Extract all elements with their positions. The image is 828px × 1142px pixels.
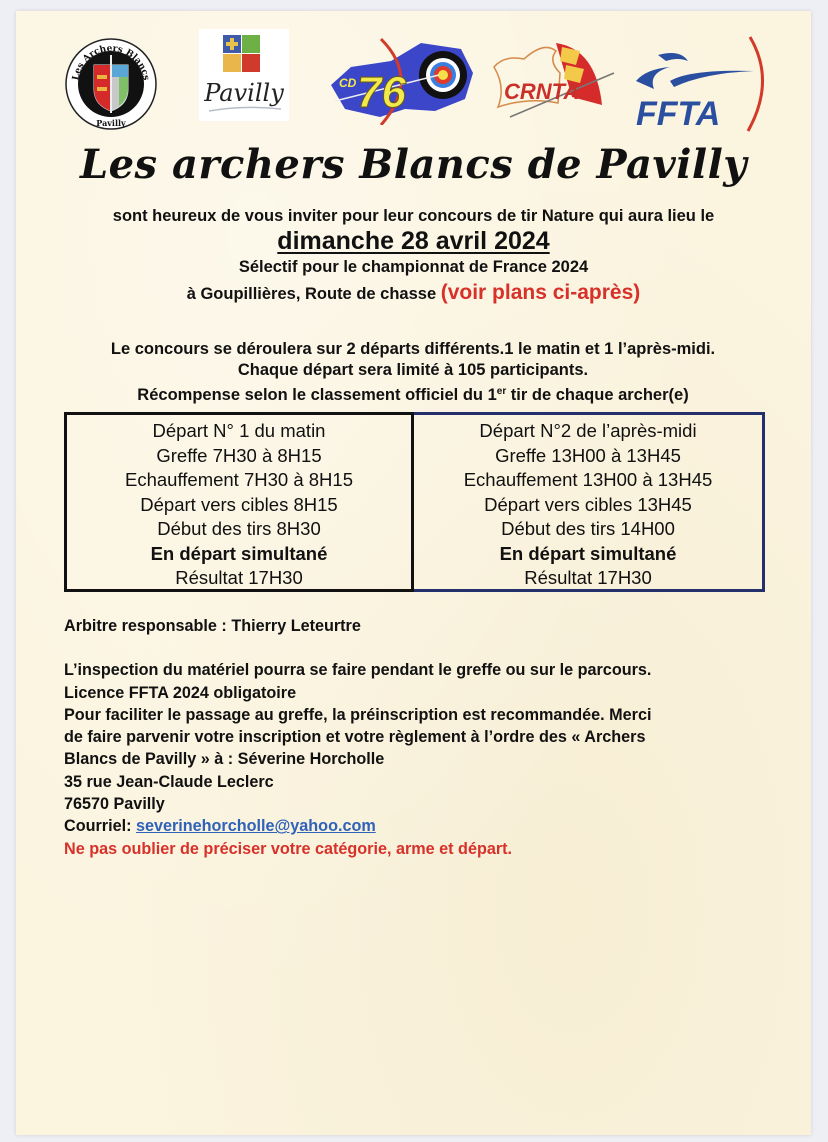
club-logo [64,37,158,131]
see-maps-note: (voir plans ci-après) [440,281,641,304]
event-date-text: dimanche 28 avril 2024 [277,227,550,255]
cd76-logo [321,35,477,125]
schedule-mode: En départ simultané [499,542,677,564]
schedule-results: Résultat 17H30 [175,567,303,588]
details-line-1: Le concours se déroulera sur 2 départs différents.1 le matin et 1 l’après-midi. Chaque départ sera limité à 105 participants. [110,340,716,379]
club-logo-text: Les Archers Blancs [71,43,151,82]
location-text: à Goupillières, Route de chasse [186,285,437,303]
schedule-warmup: Echauffement 13H00 à 13H45 [463,469,713,490]
preregistration-line-3: Blancs de Pavilly » à : Séverine Horcholle [64,750,385,769]
event-date [16,227,811,256]
pavilly-town-logo [199,29,289,121]
details-line-2 [93,381,733,406]
location-line [16,281,811,305]
schedule-shooting-start: Début des tirs 8H30 [157,518,321,539]
email-line [64,815,784,837]
schedule-mode: En départ simultané [150,542,328,564]
details-line-2-end: tir de chaque archer(e) [506,386,689,404]
cd76-logo-cd: CD [339,76,357,90]
preregistration-line-1: Pour faciliter le passage au greffe, la préinscription est recommandée. Merci [64,705,652,724]
licence-line: Licence FFTA 2024 obligatoire [64,683,297,702]
crnta-logo-text: CRNTA [504,79,580,104]
email-label: Courriel: [64,817,136,836]
club-logo-town: Pavilly [96,118,126,128]
schedule-heading: Départ N° 1 du matin [152,420,326,441]
selective-text: Sélectif pour le championnat de France 2024 [238,258,589,276]
email-link[interactable]: severinehorcholle@yahoo.com [135,817,376,836]
schedule-greffe: Greffe 7H30 à 8H15 [156,444,322,466]
ffta-logo-text: FFTA [636,95,721,133]
schedule-warmup: Echauffement 7H30 à 8H15 [125,469,353,490]
address-city: 76570 Pavilly [64,795,165,814]
invitation-page [16,11,811,1135]
details-line-2-start: Récompense selon le classement officiel du 1 [137,386,497,404]
schedule-to-targets: Départ vers cibles 8H15 [140,493,338,515]
details-superscript: er [496,386,507,397]
schedule-table [64,412,765,592]
reminder-line: Ne pas oublier de préciser votre catégorie, arme et départ. [64,839,513,858]
schedule-shooting-start: Début des tirs 14H00 [501,518,675,539]
pavilly-logo-text: Pavilly [204,79,284,107]
invitation-text: sont heureux de vous inviter pour leur concours de tir Nature qui aura lieu le [112,207,715,225]
address-street: 35 rue Jean-Claude Leclerc [64,772,274,791]
preregistration-line-2: de faire parvenir votre inscription et votre règlement à l’ordre des « Archers [64,728,646,747]
competition-details [93,339,733,406]
page-title: Les archers Blancs de Pavilly [79,141,748,188]
ffta-logo [630,33,770,133]
schedule-heading: Départ N°2 de l’après-midi [479,420,697,441]
referee-line: Arbitre responsable : Thierry Leteurtre [64,617,361,635]
schedule-morning [64,412,414,592]
registration-info [64,615,784,860]
schedule-greffe: Greffe 13H00 à 13H45 [495,444,681,466]
schedule-afternoon [414,412,765,592]
cd76-logo-number: 76 [357,68,406,117]
crnta-logo [490,37,626,129]
inspection-line: L’inspection du matériel pourra se faire pendant le greffe ou sur le parcours. [64,661,652,680]
schedule-to-targets: Départ vers cibles 13H45 [484,493,692,515]
schedule-results: Résultat 17H30 [524,567,652,588]
